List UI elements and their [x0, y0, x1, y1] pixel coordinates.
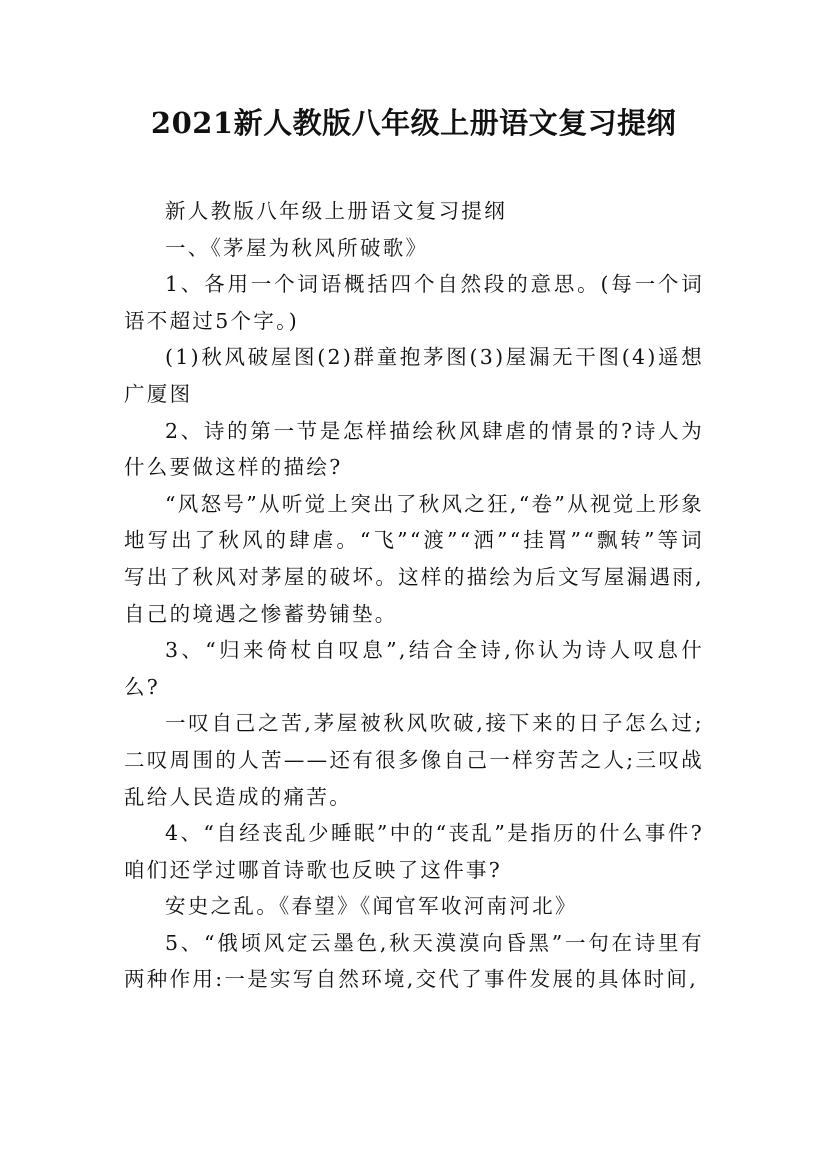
paragraph-answer-1: (1)秋风破屋图(2)群童抱茅图(3)屋漏无干图(4)遥想广厦图 — [124, 345, 704, 406]
paragraph-question-1: 1、各用一个词语概括四个自然段的意思。(每一个词语不超过5个字。) — [124, 272, 704, 333]
paragraph-question-5: 5、“俄顷风定云墨色,秋天漠漠向昏黑”一句在诗里有两种作用:一是实写自然环境,交代了事件发展的具体时间, — [124, 930, 704, 992]
paragraph-section-heading: 一、《茅屋为秋风所破歌》 — [165, 235, 429, 260]
paragraph-answer-4: 安史之乱。《春望》《闻官军收河南河北》 — [165, 894, 578, 919]
paragraph-question-2: 2、诗的第一节是怎样描绘秋风肆虐的情景的?诗人为什么要做这样的描绘? — [124, 418, 704, 480]
paragraph-question-4: 4、“自经丧乱少睡眠”中的“丧乱”是指历的什么事件?咱们还学过哪首诗歌也反映了这件事? — [124, 821, 704, 882]
document-body — [124, 193, 704, 998]
paragraph-subtitle: 新人教版八年级上册语文复习提纲 — [165, 199, 507, 223]
paragraph-question-3: 3、“归来倚杖自叹息”,结合全诗,你认为诗人叹息什么? — [124, 638, 704, 699]
paragraph-answer-2: “风怒号”从听觉上突出了秋风之狂,“卷”从视觉上形象地写出了秋风的肆虐。“飞”“渡”“洒”“挂罥”“飘转”等词写出了秋风对茅屋的破坏。这样的描绘为后文写屋漏遇雨,自己的境遇之惨蓄势铺垫。 — [124, 491, 704, 626]
document-title: 2021新人教版八年级上册语文复习提纲 — [150, 106, 677, 140]
paragraph-answer-3: 一叹自己之苦,茅屋被秋风吹破,接下来的日子怎么过;二叹周围的人苦——还有很多像自己一样穷苦之人;三叹战乱给人民造成的痛苦。 — [124, 711, 704, 809]
